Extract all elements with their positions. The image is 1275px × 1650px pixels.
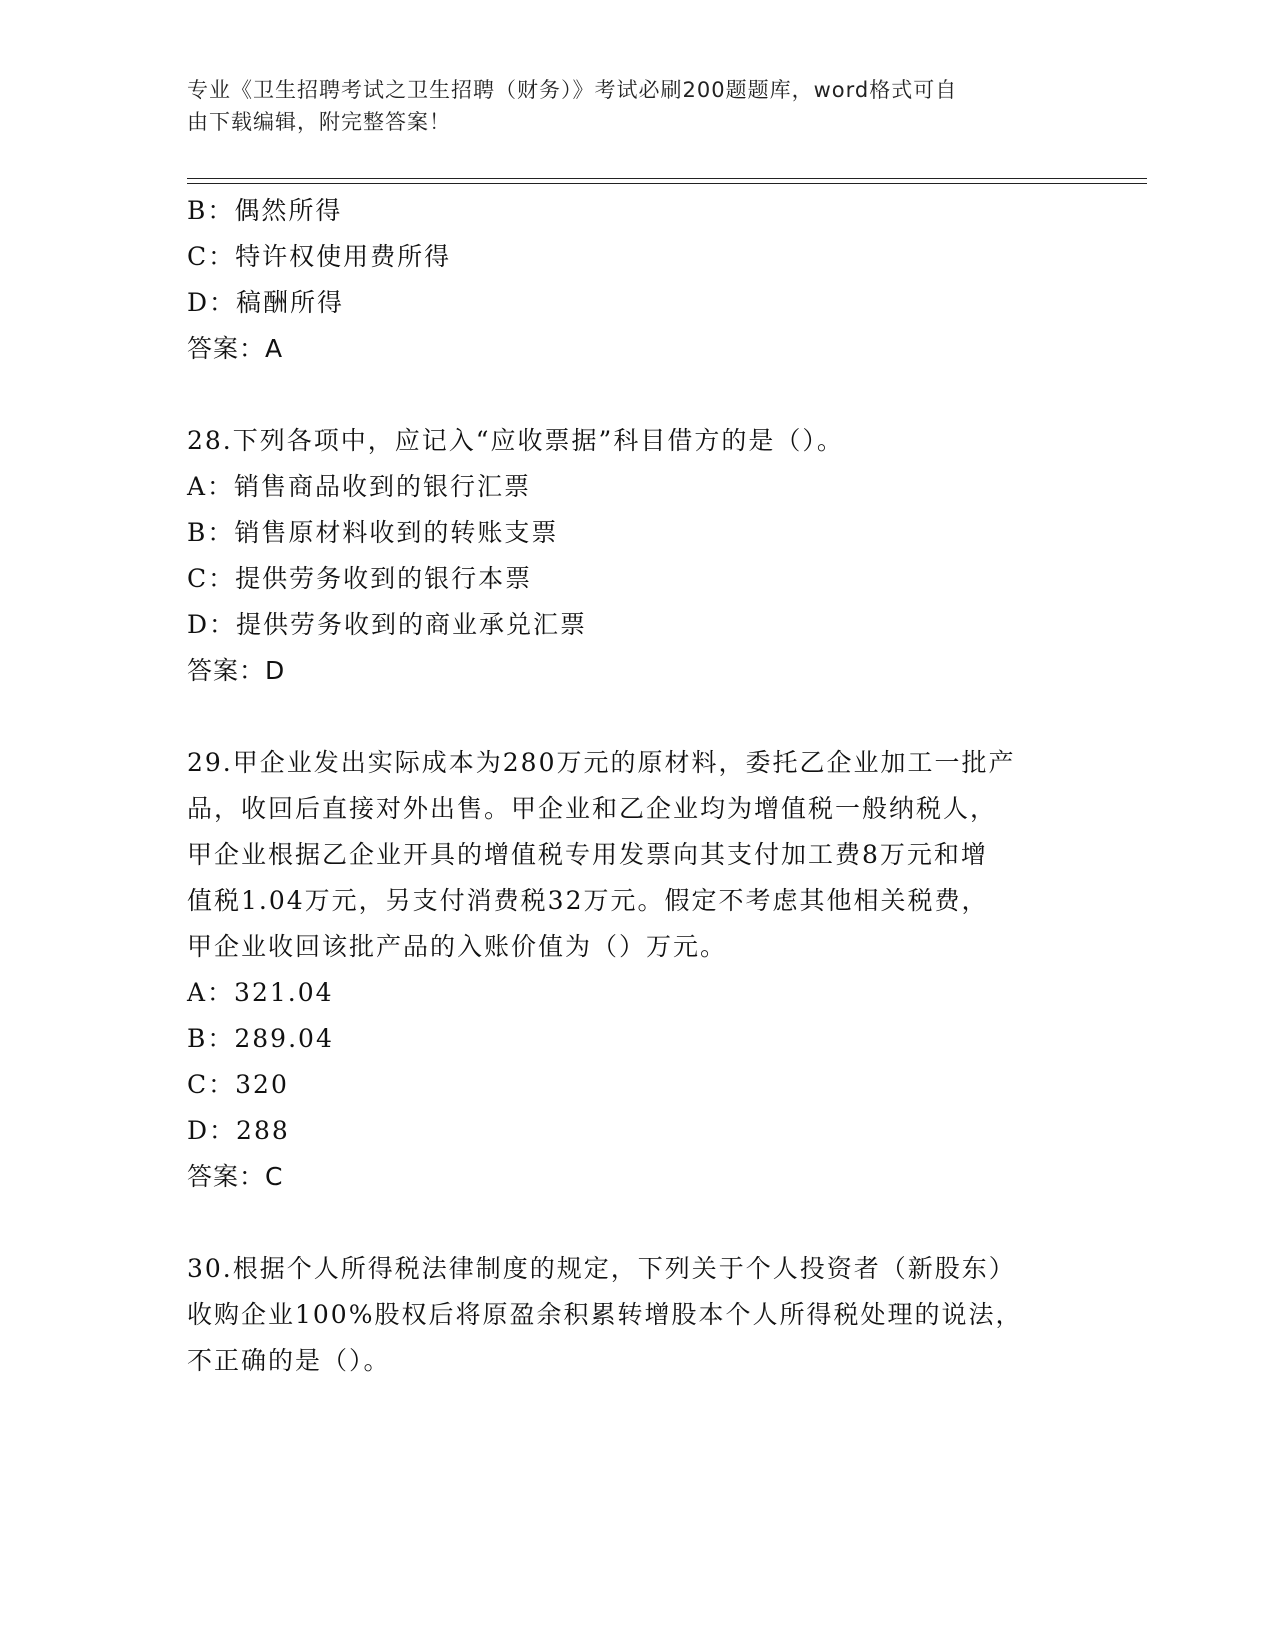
spacer [187, 372, 1087, 418]
option-d: D：288 [187, 1116, 290, 1145]
question-stem-line: 甲企业收回该批产品的入账价值为（）万元。 [187, 932, 728, 961]
question-stem: 28.下列各项中，应记入“应收票据”科目借方的是（）。 [187, 426, 844, 455]
option-c: C：提供劳务收到的银行本票 [187, 564, 533, 593]
answer-line: 答案：A [187, 334, 284, 363]
answer-line: 答案：C [187, 1162, 284, 1191]
option-c: C：320 [187, 1070, 289, 1099]
option-a: A：321.04 [187, 978, 334, 1007]
document-header [187, 74, 1067, 138]
spacer [187, 694, 1087, 740]
question-27-tail [187, 188, 1087, 372]
option-a: A：销售商品收到的银行汇票 [187, 472, 532, 501]
header-divider-top [187, 178, 1147, 179]
option-d: D：提供劳务收到的商业承兑汇票 [187, 610, 588, 639]
question-stem-line: 甲企业根据乙企业开具的增值税专用发票向其支付加工费8万元和增 [187, 840, 988, 869]
option-b: B：销售原材料收到的转账支票 [187, 518, 559, 547]
option-c: C：特许权使用费所得 [187, 242, 452, 271]
question-stem-line: 品，收回后直接对外出售。甲企业和乙企业均为增值税一般纳税人， [187, 794, 998, 823]
question-stem-line: 29.甲企业发出实际成本为280万元的原材料，委托乙企业加工一批产 [187, 748, 1016, 777]
spacer [187, 1200, 1087, 1246]
question-29 [187, 740, 1087, 1200]
option-b: B：偶然所得 [187, 196, 343, 225]
question-stem-line: 30.根据个人所得税法律制度的规定，下列关于个人投资者（新股东） [187, 1254, 1016, 1283]
question-28 [187, 418, 1087, 694]
question-30 [187, 1246, 1087, 1384]
question-stem-line: 收购企业100%股权后将原盈余积累转增股本个人所得税处理的说法， [187, 1300, 1023, 1329]
question-content [187, 188, 1087, 1384]
option-b: B：289.04 [187, 1024, 334, 1053]
answer-line: 答案：D [187, 656, 286, 685]
question-stem-line: 不正确的是（）。 [187, 1346, 391, 1375]
question-stem-line: 值税1.04万元，另支付消费税32万元。假定不考虑其他相关税费， [187, 886, 989, 915]
option-d: D：稿酬所得 [187, 288, 345, 317]
header-divider-bottom [187, 183, 1147, 184]
header-line-2: 由下载编辑，附完整答案！ [187, 110, 451, 134]
header-line-1: 专业《卫生招聘考试之卫生招聘（财务）》考试必刷200题题库，word格式可自 [187, 78, 958, 102]
